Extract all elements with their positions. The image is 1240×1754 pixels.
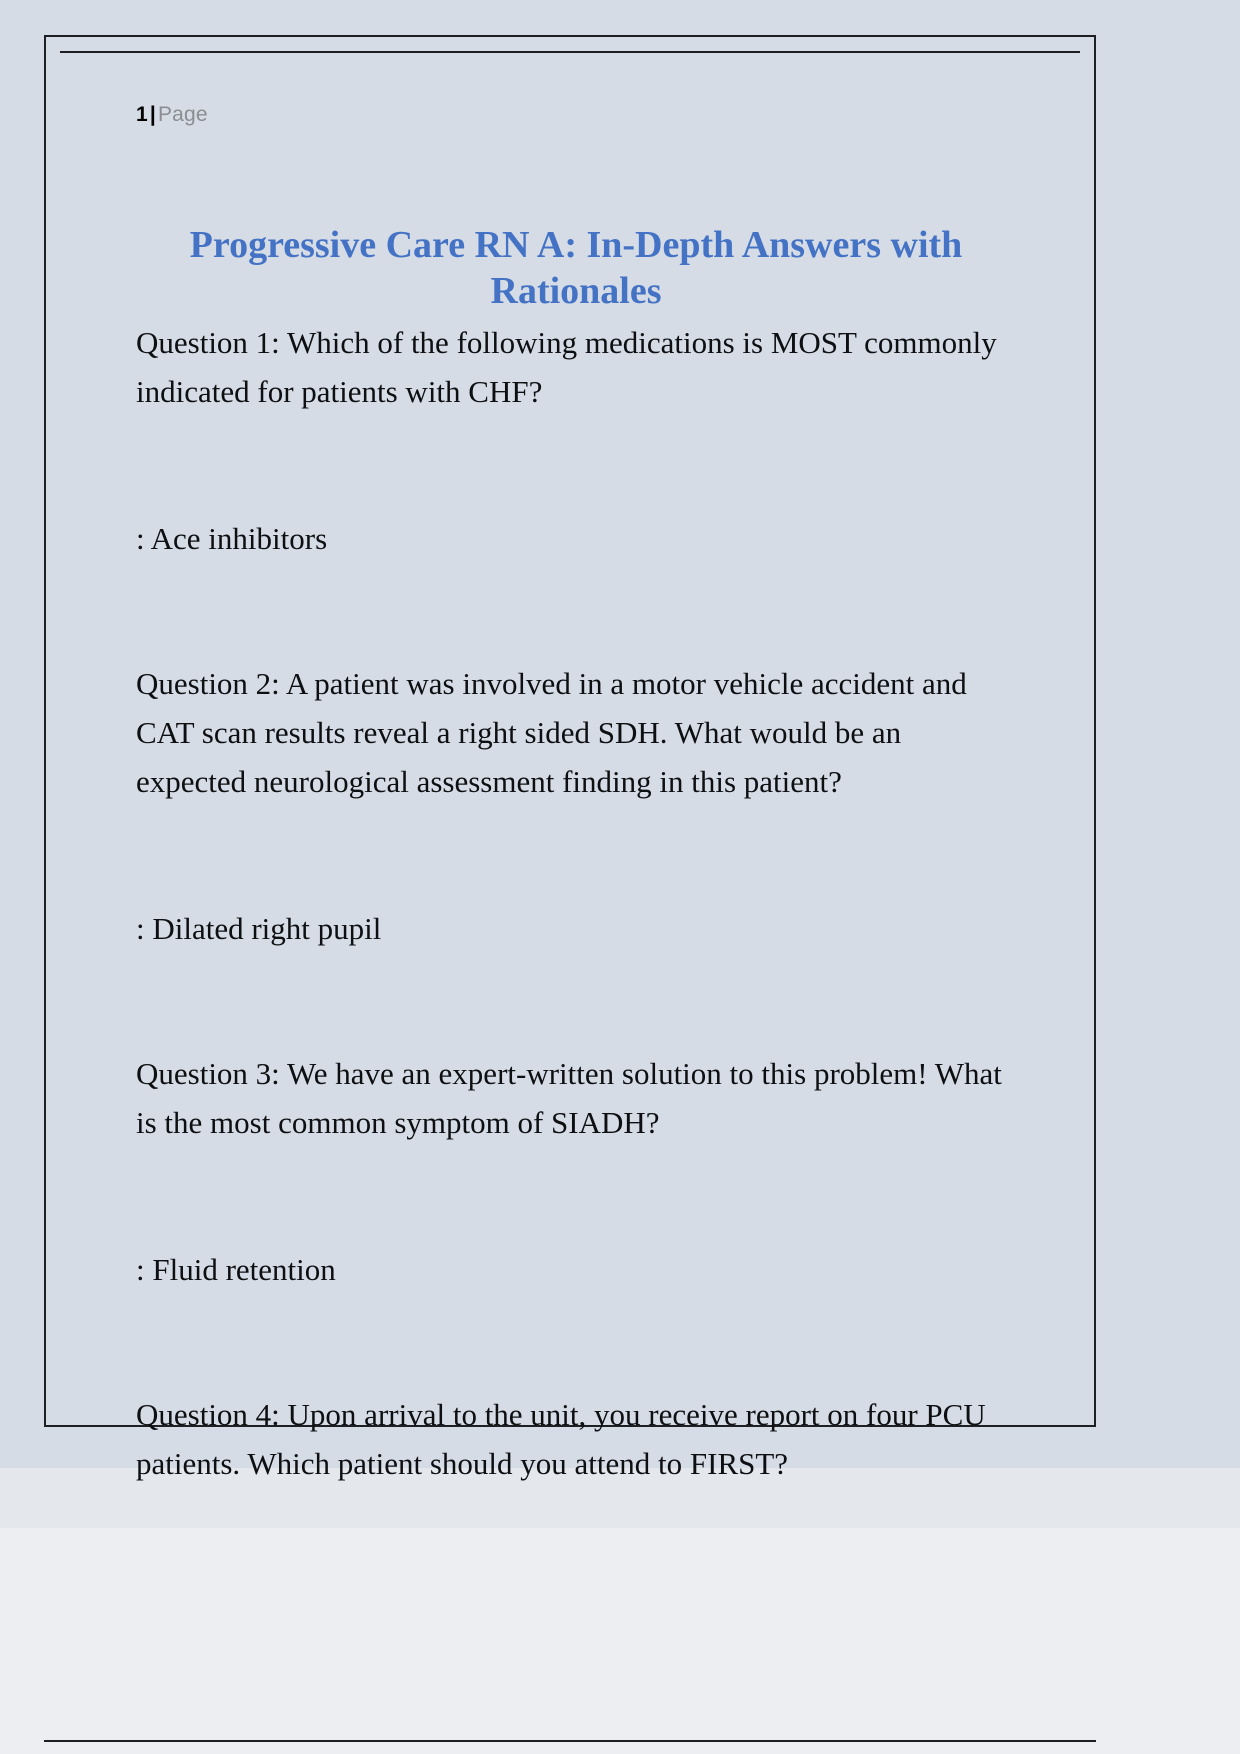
answer-3: : Fluid retention	[136, 1252, 336, 1287]
header-page-label: Page	[157, 103, 208, 126]
question-4: Question 4: Upon arrival to the unit, you receive report on four PCU patients. Which patient should you attend to FIRST?	[136, 1397, 986, 1481]
page-title: Progressive Care RN A: In-Depth Answers with Rationales	[189, 224, 963, 312]
spacer	[136, 1147, 1016, 1245]
document-body	[136, 222, 1016, 1488]
question-2: Question 2: A patient was involved in a motor vehicle accident and CAT scan results reveal a right sided SDH. What would be an expected neurological assessment finding in this patient?	[136, 666, 967, 799]
question-1: Question 1: Which of the following medications is MOST commonly indicated for patients with CHF?	[136, 325, 997, 409]
question-3: Question 3: We have an expert-written solution to this problem! What is the most common symptom of SIADH?	[136, 1056, 1002, 1140]
header-page-number: 1	[136, 103, 148, 126]
spacer	[136, 416, 1016, 514]
spacer	[136, 953, 1016, 1049]
header-rule	[60, 51, 1080, 53]
spacer	[136, 806, 1016, 904]
header-separator: |	[149, 103, 156, 126]
answer-1: : Ace inhibitors	[136, 521, 328, 556]
spacer	[136, 1294, 1016, 1390]
page-header	[136, 103, 208, 127]
answer-2: : Dilated right pupil	[136, 911, 382, 946]
document-page	[44, 35, 1096, 1481]
spacer	[136, 563, 1016, 659]
page-bottom-rule	[44, 1740, 1096, 1742]
